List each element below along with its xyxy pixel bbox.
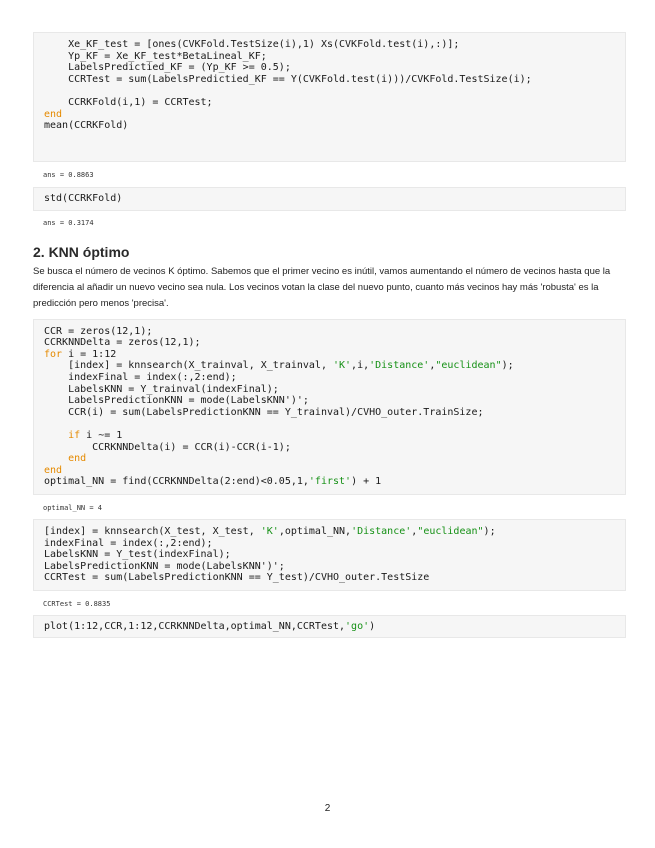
code-text: LabelsPredictionKNN = mode(LabelsKNN')'; bbox=[44, 395, 309, 407]
code-line bbox=[44, 549, 615, 561]
output-ccrtest: CCRTest = 0.8835 bbox=[43, 599, 111, 608]
code-text bbox=[44, 430, 68, 441]
code-text: CCRKNNDelta(i) = CCR(i)-CCR(i-1); bbox=[44, 441, 291, 453]
output-std: ans = 0.3174 bbox=[43, 218, 94, 227]
code-string: 'Distance' bbox=[369, 360, 430, 372]
code-text: CCR(i) = sum(LabelsPredictionKNN == Y_trainval)/CVHO_outer.TrainSize; bbox=[44, 406, 484, 418]
code-string: 'go' bbox=[345, 620, 370, 632]
code-text: indexFinal = index(:,2:end); bbox=[44, 537, 213, 549]
code-text: ); bbox=[501, 360, 514, 372]
code-block-kfold bbox=[33, 32, 626, 162]
code-string: 'K' bbox=[260, 525, 279, 537]
code-text: plot(1:12,CCR,1:12,CCRKNNDelta,optimal_NN,CCRTest, bbox=[44, 620, 346, 632]
code-block-knn-search bbox=[33, 319, 626, 495]
code-line bbox=[44, 453, 615, 465]
code-line bbox=[44, 337, 615, 349]
code-text: Yp_KF = Xe_KF_test*BetaLineal_KF; bbox=[44, 50, 267, 62]
code-line bbox=[44, 326, 615, 338]
code-string: "euclidean" bbox=[417, 525, 484, 537]
code-text: CCRTest = sum(LabelsPredictionKNN == Y_test)/CVHO_outer.TestSize bbox=[44, 572, 430, 584]
code-line bbox=[44, 97, 615, 109]
code-text: Xe_KF_test = [ones(CVKFold.TestSize(i),1) Xs(CVKFold.test(i),:)]; bbox=[44, 39, 460, 50]
code-text: [index] = knnsearch(X_test, X_test, bbox=[44, 525, 261, 537]
code-keyword: end bbox=[44, 464, 63, 476]
code-keyword: if bbox=[68, 429, 81, 441]
code-text: i = 1:12 bbox=[62, 348, 117, 360]
code-text: ,i, bbox=[351, 360, 370, 372]
code-text: LabelsKNN = Y_test(indexFinal); bbox=[44, 549, 231, 561]
code-text bbox=[44, 453, 68, 464]
page-number: 2 bbox=[324, 803, 331, 814]
code-line bbox=[44, 561, 615, 573]
code-text: LabelsKNN = Y_trainval(indexFinal); bbox=[44, 383, 279, 395]
code-line bbox=[44, 85, 615, 97]
code-text: [index] = knnsearch(X_trainval, X_trainval, bbox=[44, 360, 333, 372]
code-text: indexFinal = index(:,2:end); bbox=[44, 371, 237, 383]
code-text: LabelsPredictied_KF = (Yp_KF >= 0.5); bbox=[44, 62, 291, 74]
code-line bbox=[44, 109, 615, 121]
code-line bbox=[44, 407, 615, 419]
code-text: std(CCRKFold) bbox=[44, 193, 123, 204]
code-line bbox=[44, 395, 615, 407]
code-text: mean(CCRKFold) bbox=[44, 120, 129, 132]
section-paragraph: Se busca el número de vecinos K óptimo. Sabemos que el primer vecino es inútil, vamos aumentando el número de vecinos hasta que la diferencia al añadir un nuevo vecino sea nula. Los vecinos votan la clase del nuevo punto, cuanto más vecinos hay más 'robusta' es la predicción pero menos 'precisa'. bbox=[33, 265, 611, 309]
code-string: "euclidean" bbox=[435, 360, 502, 372]
code-line bbox=[44, 526, 615, 538]
code-text: i ~= 1 bbox=[80, 429, 123, 441]
code-text: CCRKNNDelta = zeros(12,1); bbox=[44, 337, 201, 349]
code-block-std bbox=[33, 187, 626, 211]
code-line bbox=[44, 74, 615, 86]
code-line bbox=[44, 442, 615, 454]
code-text: optimal_NN = find(CCRKNNDelta(2:end)<0.05,1, bbox=[44, 476, 309, 488]
code-block-plot bbox=[33, 615, 626, 639]
code-text: LabelsPredictionKNN = mode(LabelsKNN')'; bbox=[44, 560, 285, 572]
code-text: ,optimal_NN, bbox=[278, 525, 352, 537]
code-line bbox=[44, 120, 615, 132]
code-text: , bbox=[411, 525, 418, 537]
output-optimal-nn: optimal_NN = 4 bbox=[43, 503, 103, 512]
code-text: CCR = zeros(12,1); bbox=[44, 325, 153, 337]
code-line bbox=[44, 572, 615, 584]
code-keyword: for bbox=[44, 348, 63, 360]
code-line bbox=[44, 372, 615, 384]
document-page bbox=[33, 32, 626, 638]
code-text: CCRKFold(i,1) = CCRTest; bbox=[44, 96, 213, 108]
code-text: ) bbox=[369, 620, 376, 632]
code-line bbox=[44, 51, 615, 63]
code-line bbox=[44, 349, 615, 361]
code-line bbox=[44, 193, 615, 205]
code-line bbox=[44, 62, 615, 74]
code-text: ) + 1 bbox=[351, 476, 382, 488]
code-text: CCRTest = sum(LabelsPredictied_KF == Y(CVKFold.test(i)))/CVKFold.TestSize(i); bbox=[44, 73, 532, 85]
code-keyword: end bbox=[68, 453, 87, 465]
code-line bbox=[44, 360, 615, 372]
code-line bbox=[44, 418, 615, 430]
code-text: , bbox=[429, 360, 436, 372]
code-string: 'K' bbox=[332, 360, 352, 372]
output-mean: ans = 0.8863 bbox=[43, 171, 94, 179]
code-line bbox=[44, 538, 615, 550]
code-keyword: end bbox=[44, 108, 63, 120]
code-line bbox=[44, 476, 615, 488]
code-line bbox=[44, 39, 615, 51]
code-string: 'Distance' bbox=[351, 525, 412, 537]
section-heading: 2. KNN óptimo bbox=[33, 243, 130, 260]
code-line bbox=[44, 430, 615, 442]
code-line bbox=[44, 384, 615, 396]
code-block-knn-test bbox=[33, 519, 626, 591]
code-text: ); bbox=[483, 525, 496, 537]
code-line bbox=[44, 465, 615, 477]
code-string: 'first' bbox=[308, 476, 352, 488]
code-line bbox=[44, 621, 615, 633]
